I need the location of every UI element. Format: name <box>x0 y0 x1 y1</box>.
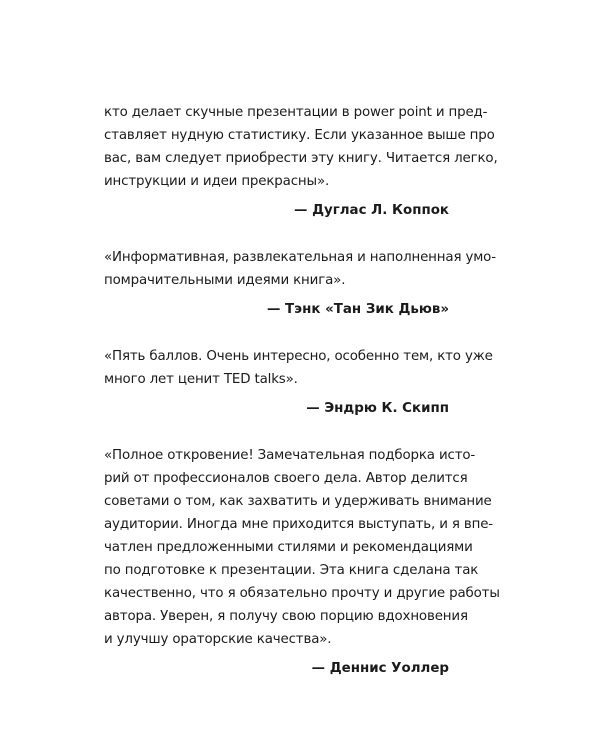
quote-author: — Дуглас Л. Коппок <box>294 203 449 218</box>
quote-block-4 <box>104 444 500 680</box>
quote-author: — Тэнк «Тан Зик Дьюв» <box>266 302 449 317</box>
quote-author: — Деннис Уоллер <box>311 661 449 676</box>
quote-line: вас, вам следует приобрести эту книгу. Читается легко, <box>104 151 498 166</box>
quote-line: кто делает скучные презентации в power point и пред- <box>104 105 488 120</box>
quote-line: и улучшу ораторские качества». <box>104 632 332 647</box>
quote-line: чатлен предложенными стилями и рекомендациями <box>104 540 473 555</box>
quote-author: — Эндрю К. Скипп <box>306 401 449 416</box>
quote-line: инструкции и идеи прекрасны». <box>104 174 330 189</box>
quote-line: аудитории. Иногда мне приходится выступать, и я впе- <box>104 517 493 532</box>
quote-block-1 <box>104 101 498 222</box>
quote-line: «Информативная, развлекательная и наполненная умо- <box>104 250 496 265</box>
quote-line: «Полное откровение! Замечательная подборка исто- <box>104 448 476 463</box>
quote-line: рий от профессионалов своего дела. Автор делится <box>104 471 468 486</box>
quote-block-2 <box>104 246 496 321</box>
quote-line: много лет ценит TED talks». <box>104 372 298 387</box>
spacer <box>104 420 449 444</box>
quote-line: помрачительными идеями книга». <box>104 273 346 288</box>
book-page <box>104 101 500 680</box>
quote-line: качественно, что я обязательно прочту и другие работы <box>104 586 500 601</box>
quote-line: по подготовке к презентации. Эта книга сделана так <box>104 563 479 578</box>
quote-line: «Пять баллов. Очень интересно, особенно тем, кто уже <box>104 349 493 364</box>
quote-line: автора. Уверен, я получу свою порцию вдохновения <box>104 609 468 624</box>
quote-block-3 <box>104 345 493 420</box>
quote-line: ставляет нудную статистику. Если указанное выше про <box>104 128 495 143</box>
quote-line: советами о том, как захватить и удерживать внимание <box>104 494 492 509</box>
spacer <box>104 222 449 246</box>
spacer <box>104 321 449 345</box>
